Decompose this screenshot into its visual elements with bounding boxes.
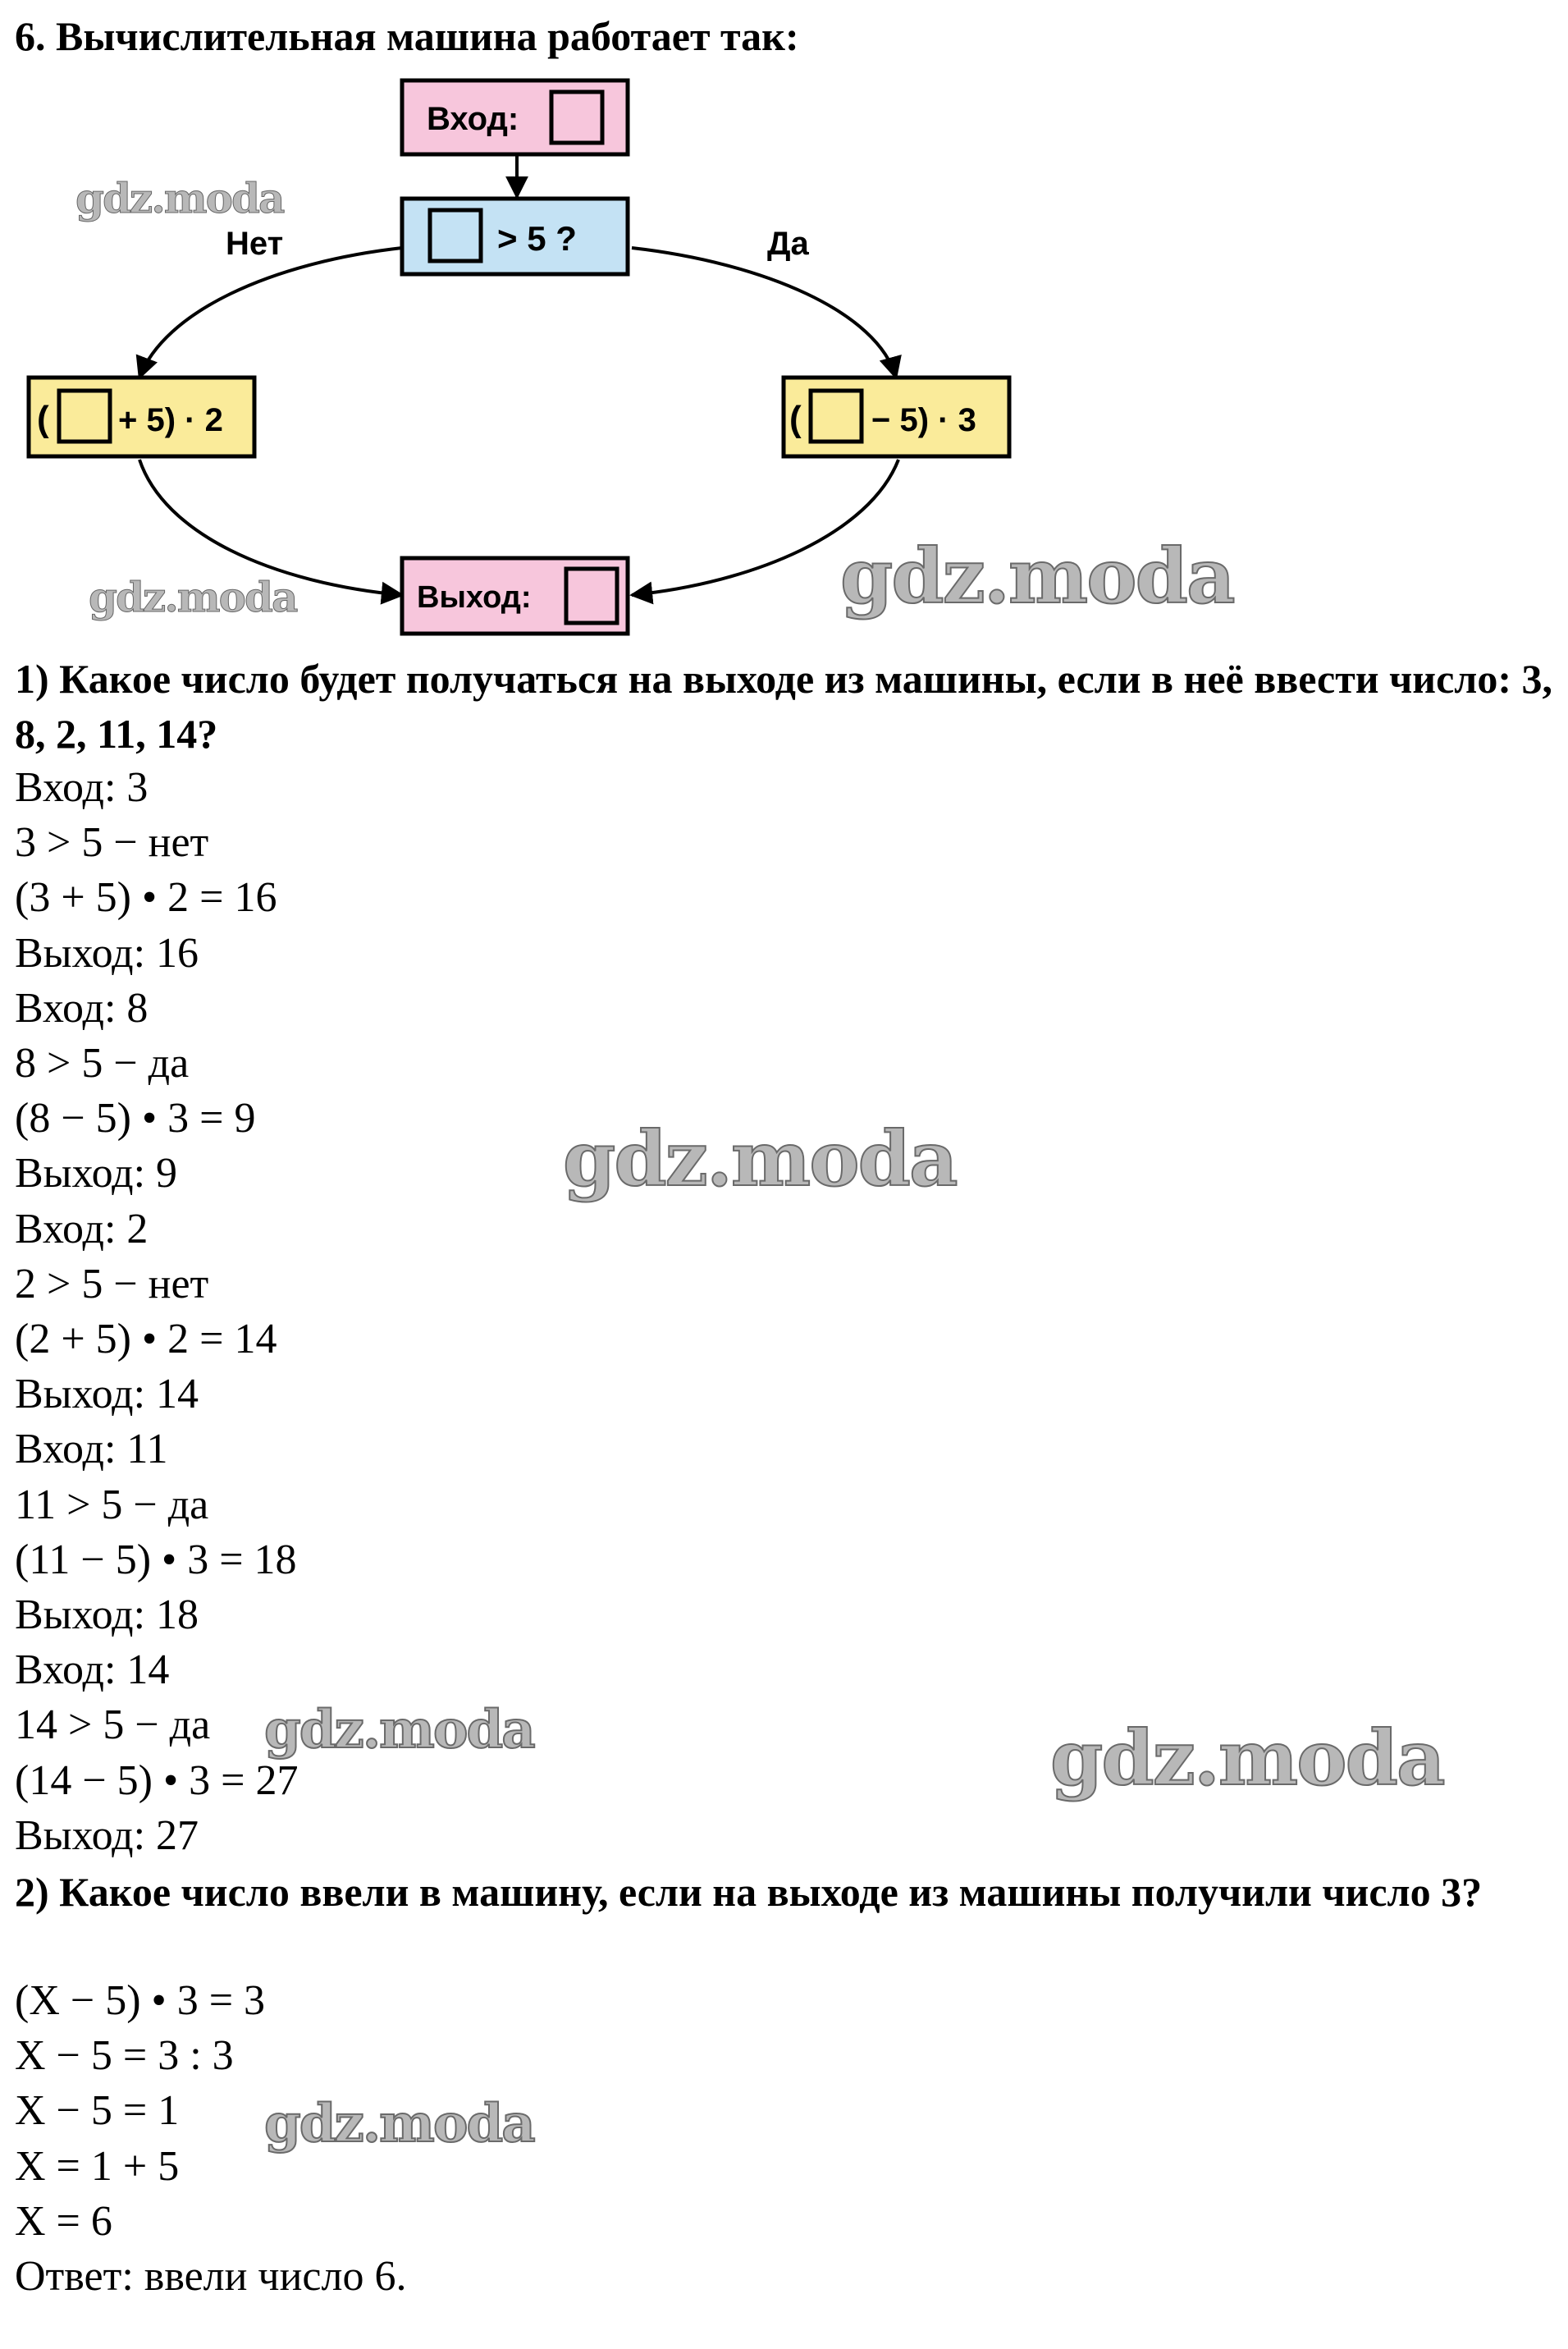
watermark: gdz.moda xyxy=(89,573,297,621)
condition-square xyxy=(430,210,481,261)
solution-line: Ответ: ввели число 6. xyxy=(15,2253,407,2301)
solution-line: X − 5 = 3 : 3 xyxy=(15,2032,234,2080)
solution-line: X − 5 = 1 xyxy=(15,2087,180,2135)
solution-line: 8 > 5 − да xyxy=(15,1040,190,1088)
solution-line: Выход: 14 xyxy=(15,1371,199,1418)
solution-1 xyxy=(15,760,299,1863)
no-label: Нет xyxy=(226,226,284,262)
solution-line: Вход: 3 xyxy=(15,764,149,811)
yes-label: Да xyxy=(767,226,809,262)
watermark: gdz.moda xyxy=(563,1115,957,1203)
solution-line: (2 + 5) • 2 = 14 xyxy=(15,1316,277,1363)
question-1: 1) Какое число будет получаться на выходе из машины, если в неё ввести число: 3, 8, 2, 11, 14? xyxy=(15,656,1552,757)
task-title: 6. Вычислительная машина работает так: xyxy=(15,13,799,59)
right-formula-square xyxy=(811,391,862,442)
right-formula-rest: − 5) · 3 xyxy=(871,402,976,438)
output-label: Выход: xyxy=(417,580,532,615)
solution-line: Выход: 18 xyxy=(15,1591,199,1639)
right-formula-open: ( xyxy=(789,399,802,439)
watermark: gdz.moda xyxy=(75,174,284,222)
solution-line: Выход: 16 xyxy=(15,929,199,977)
solution-line: (X − 5) • 3 = 3 xyxy=(15,1977,266,2024)
output-square xyxy=(566,569,617,623)
solution-line: (11 − 5) • 3 = 18 xyxy=(15,1536,297,1583)
solution-line: (8 − 5) • 3 = 9 xyxy=(15,1095,256,1142)
solution-line: Выход: 9 xyxy=(15,1150,178,1197)
arrow-yes-branch xyxy=(632,248,896,378)
arrow-no-branch xyxy=(139,248,402,378)
condition-label: > 5 ? xyxy=(497,219,577,258)
solution-line: Вход: 14 xyxy=(15,1646,170,1694)
output-block xyxy=(402,558,628,634)
condition-block xyxy=(402,199,628,274)
left-formula-square xyxy=(59,391,110,442)
flowchart-diagram xyxy=(0,0,1568,657)
left-formula-open: ( xyxy=(37,399,49,439)
solution-line: Выход: 27 xyxy=(15,1811,199,1859)
input-block xyxy=(402,80,628,154)
right-formula-block xyxy=(784,378,1009,456)
solution-line: Вход: 8 xyxy=(15,984,149,1032)
question-2: 2) Какое число ввели в машину, если на выходе из машины получили число 3? xyxy=(15,1869,1483,1915)
solution-line: (3 + 5) • 2 = 16 xyxy=(15,874,277,922)
left-formula-block xyxy=(29,378,254,456)
solution-line: 3 > 5 − нет xyxy=(15,819,209,867)
solution-line: Вход: 11 xyxy=(15,1426,168,1473)
watermark: gdz.moda xyxy=(264,1699,534,1761)
solution-line: X = 6 xyxy=(15,2197,112,2245)
solution-line: Вход: 2 xyxy=(15,1205,149,1252)
solution-line: 14 > 5 − да xyxy=(15,1701,211,1749)
watermark: gdz.moda xyxy=(840,532,1234,620)
input-square xyxy=(551,92,602,143)
solution-line: (14 − 5) • 3 = 27 xyxy=(15,1756,299,1804)
watermark: gdz.moda xyxy=(264,2093,534,2154)
solution-line: 11 > 5 − да xyxy=(15,1481,209,1528)
left-formula-rest: + 5) · 2 xyxy=(118,402,223,438)
solution-line: X = 1 + 5 xyxy=(15,2142,180,2190)
watermark: gdz.moda xyxy=(1050,1714,1444,1802)
solution-line: 2 > 5 − нет xyxy=(15,1260,209,1307)
input-label: Вход: xyxy=(427,101,519,137)
